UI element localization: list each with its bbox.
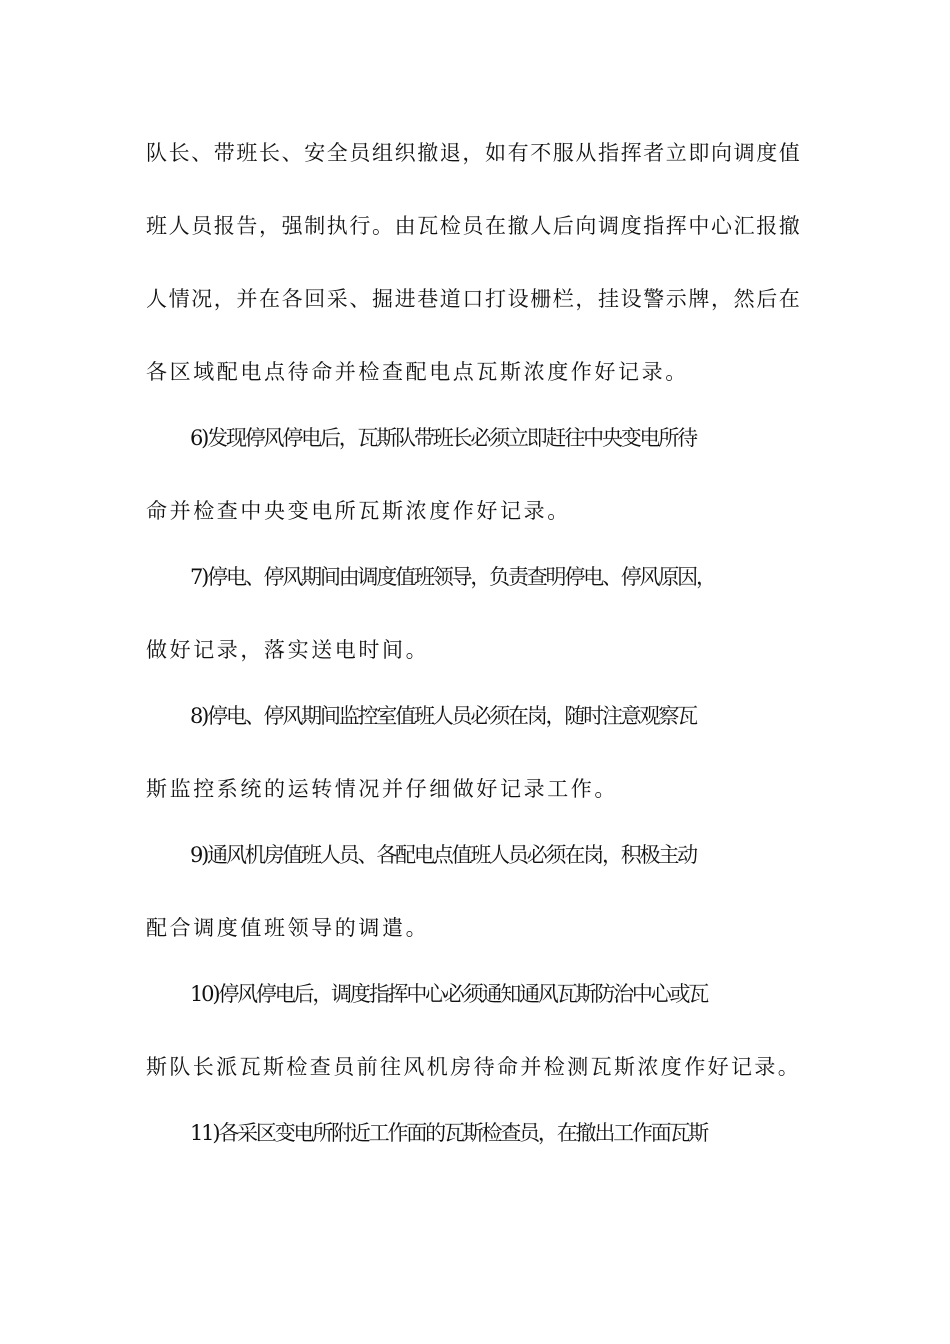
paragraph-item-9: 9)通风机房值班人员、各配电点值班人员必须在岗，积极主动 <box>190 843 696 867</box>
paragraph-item-11: 11)各采区变电所附近工作面的瓦斯检查员，在撤出工作面瓦斯 <box>190 1121 708 1145</box>
text-line: 斯队长派瓦斯检查员前往风机房待命并检测瓦斯浓度作好记录。 <box>146 1055 802 1079</box>
paragraph-item-10: 10)停风停电后，调度指挥中心必须通知通风瓦斯防治中心或瓦 <box>190 982 708 1006</box>
text-line: 斯监控系统的运转情况并仔细做好记录工作。 <box>146 777 618 801</box>
text-line: 班人员报告，强制执行。由瓦检员在撤人后向调度指挥中心汇报撤 <box>146 214 802 238</box>
paragraph-item-6: 6)发现停风停电后，瓦斯队带班长必须立即赶往中央变电所待 <box>190 426 696 450</box>
text-line: 做好记录，落实送电时间。 <box>146 638 430 662</box>
text-line: 配合调度值班领导的调遣。 <box>146 916 430 940</box>
paragraph-item-7: 7)停电、停风期间由调度值班领导，负责查明停电、停风原因， <box>190 565 715 589</box>
text-line: 队长、带班长、安全员组织撤退，如有不服从指挥者立即向调度值 <box>146 141 802 165</box>
text-line: 各区域配电点待命并检查配电点瓦斯浓度作好记录。 <box>146 360 689 384</box>
text-line: 人情况，并在各回采、掘进巷道口打设栅栏，挂设警示牌，然后在 <box>146 287 802 311</box>
text-line: 命并检查中央变电所瓦斯浓度作好记录。 <box>146 499 571 523</box>
paragraph-item-8: 8)停电、停风期间监控室值班人员必须在岗，随时注意观察瓦 <box>190 704 696 728</box>
